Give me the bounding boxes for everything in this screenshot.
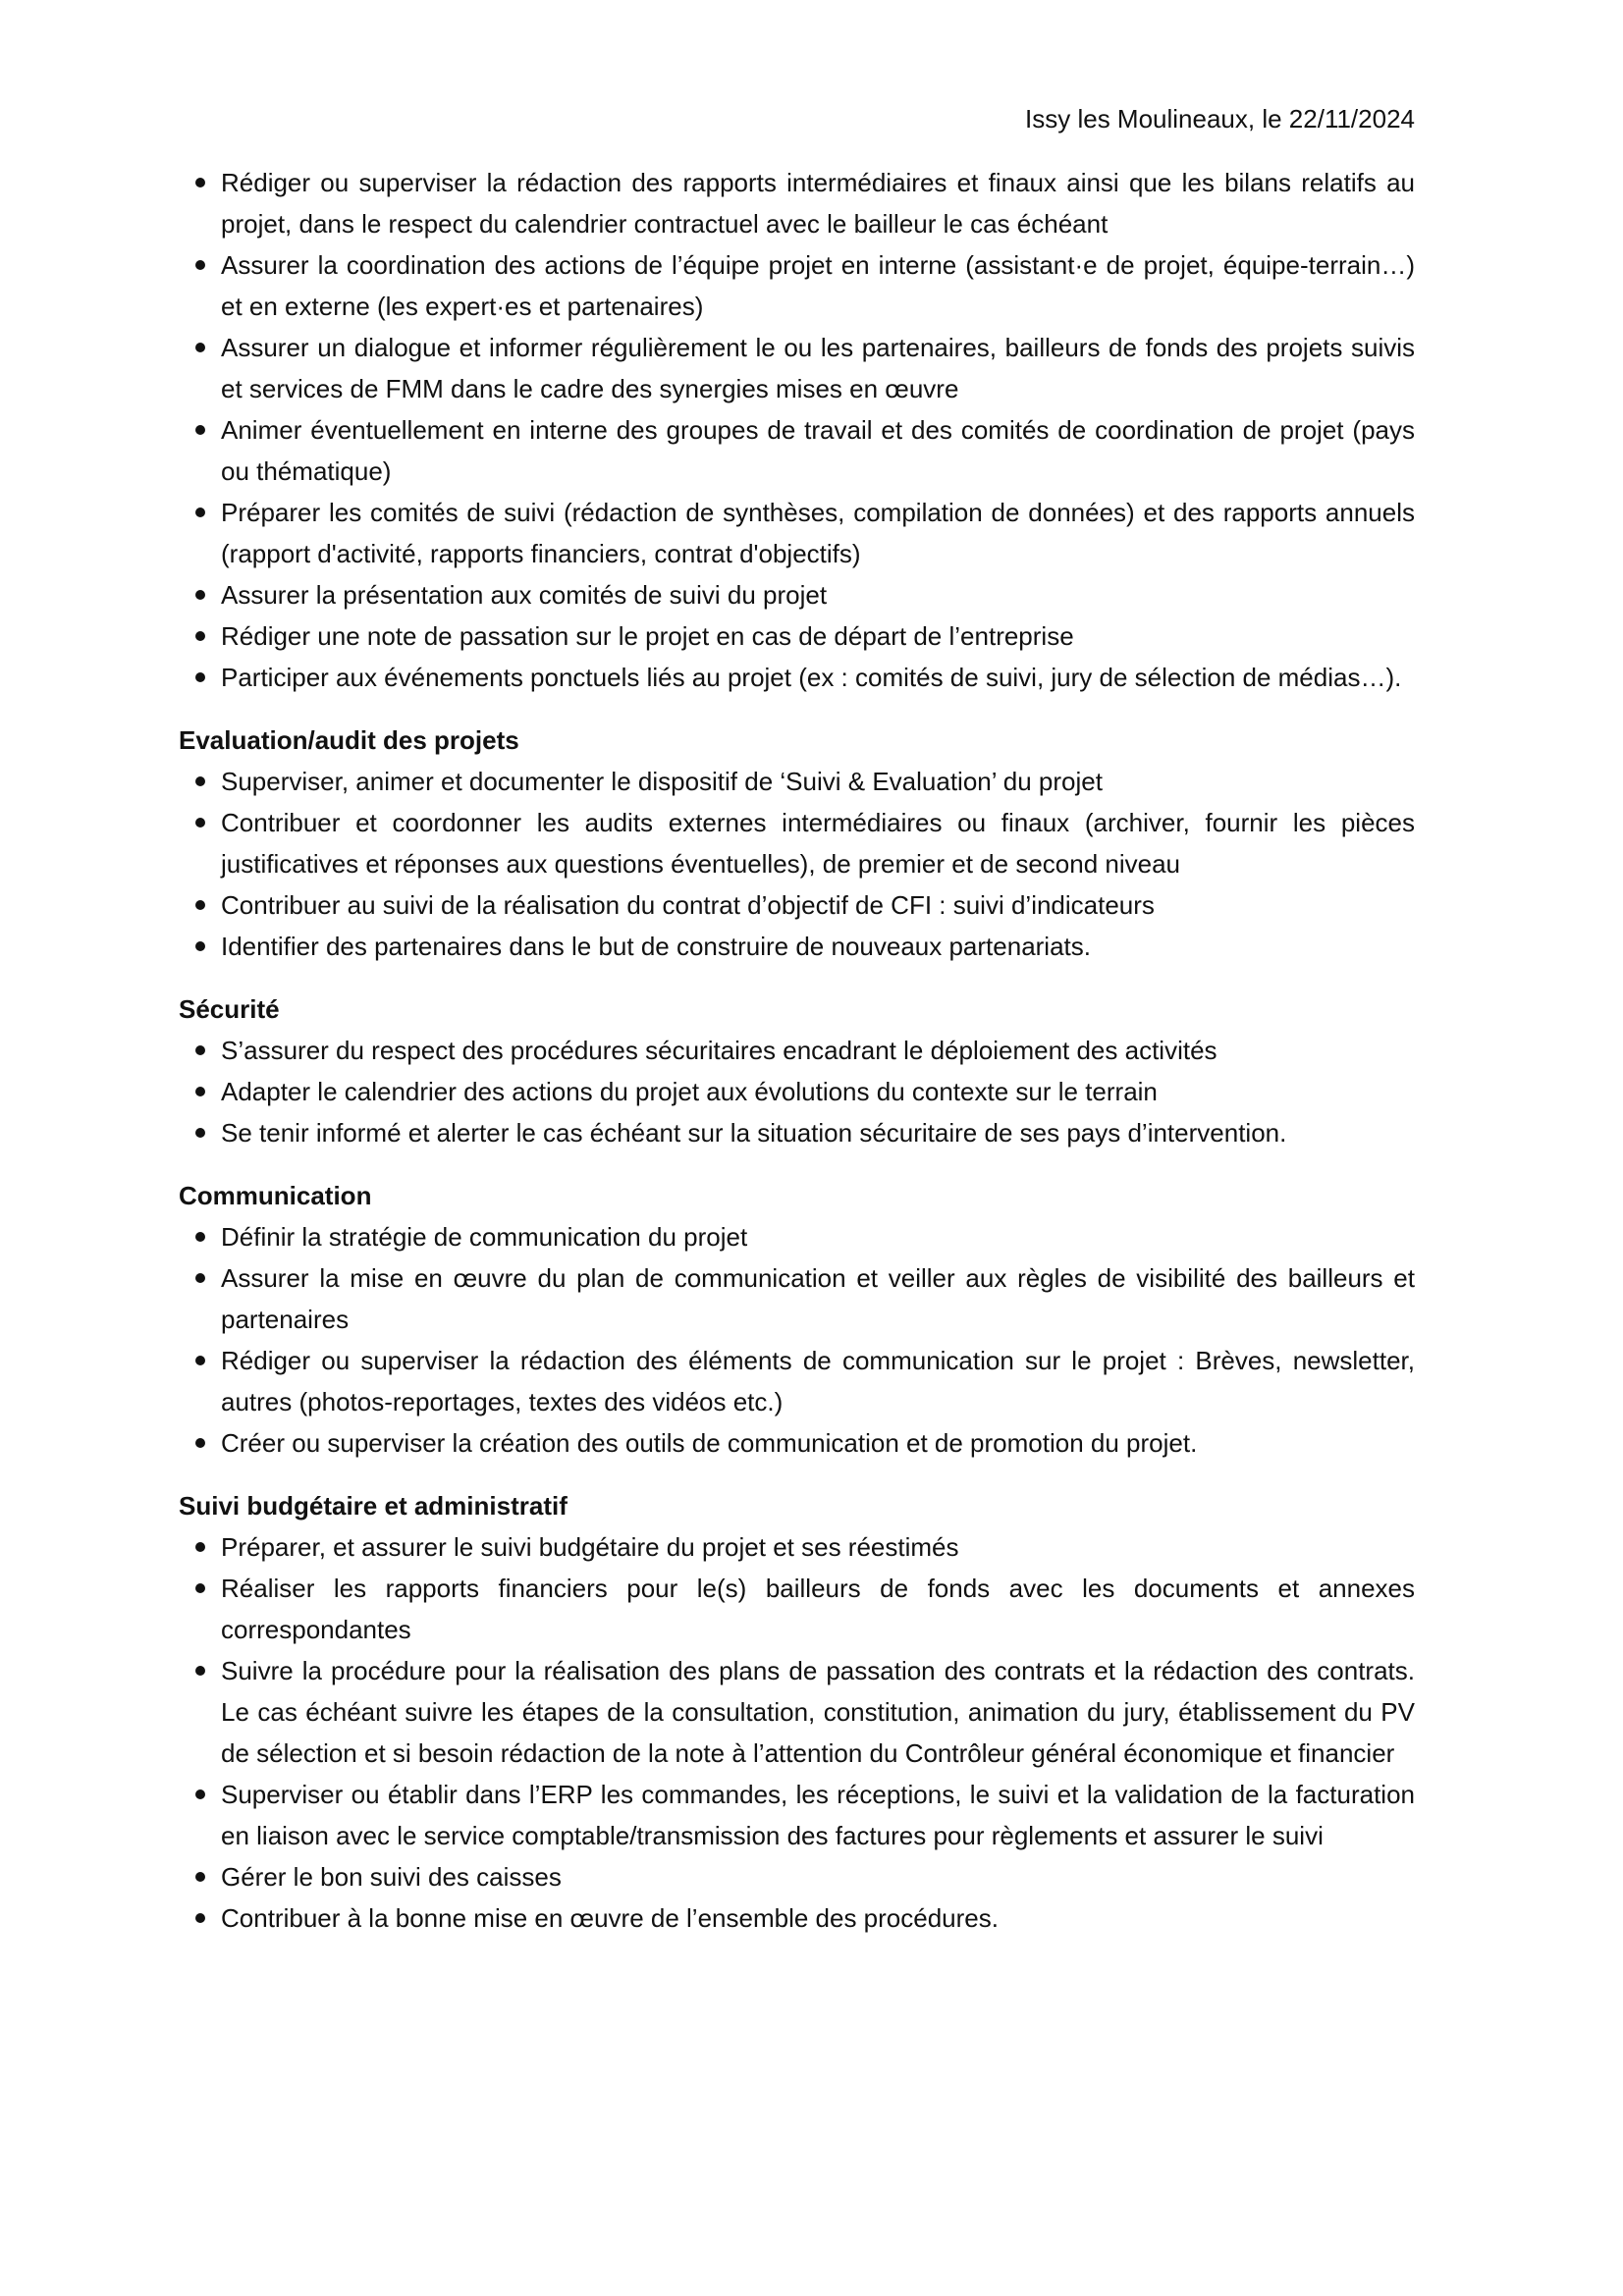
list-item: Définir la stratégie de communication du projet [179,1216,1415,1257]
list-item: Assurer un dialogue et informer régulièrement le ou les partenaires, bailleurs de fonds des projets suivis et services de FMM dans le cadre des synergies mises en œuvre [179,327,1415,409]
list-item: Superviser, animer et documenter le dispositif de ‘Suivi & Evaluation’ du projet [179,761,1415,802]
list-item: Contribuer à la bonne mise en œuvre de l’ensemble des procédures. [179,1897,1415,1939]
list-item: Se tenir informé et alerter le cas échéant sur la situation sécuritaire de ses pays d’intervention. [179,1112,1415,1153]
section-title: Evaluation/audit des projets [179,725,519,755]
list-item: Créer ou superviser la création des outils de communication et de promotion du projet. [179,1422,1415,1464]
list-item: Rédiger ou superviser la rédaction des rapports intermédiaires et finaux ainsi que les bilans relatifs au projet, dans le respect du calendrier contractuel avec le bailleur le cas échéant [179,162,1415,244]
list-item: Rédiger une note de passation sur le projet en cas de départ de l’entreprise [179,615,1415,657]
list-item: Gérer le bon suivi des caisses [179,1856,1415,1897]
list-item: Réaliser les rapports financiers pour le(s) bailleurs de fonds avec les documents et annexes correspondantes [179,1568,1415,1650]
list-item: Contribuer au suivi de la réalisation du contrat d’objectif de CFI : suivi d’indicateurs [179,884,1415,926]
list-item: Participer aux événements ponctuels liés au projet (ex : comités de suivi, jury de sélection de médias…). [179,657,1415,698]
section-title: Communication [179,1181,372,1210]
list-item: Rédiger ou superviser la rédaction des éléments de communication sur le projet : Brèves, newsletter, autres (photos-reportages, textes des vidéos etc.) [179,1340,1415,1422]
list-item: Préparer les comités de suivi (rédaction de synthèses, compilation de données) et des rapports annuels (rapport d'activité, rapports financiers, contrat d'objectifs) [179,492,1415,574]
list-item: Assurer la mise en œuvre du plan de communication et veiller aux règles de visibilité des bailleurs et partenaires [179,1257,1415,1340]
section-title: Sécurité [179,994,280,1024]
section-evaluation-audit [179,720,1415,967]
list-item: S’assurer du respect des procédures sécuritaires encadrant le déploiement des activités [179,1030,1415,1071]
section-securite [179,988,1415,1153]
section-bullet-list [179,1030,1415,1153]
section-bullet-list [179,1216,1415,1464]
list-item: Suivre la procédure pour la réalisation des plans de passation des contrats et la rédaction des contrats. Le cas échéant suivre les étapes de la consultation, constitution, animation du jury, établissement du PV de sélection et si besoin rédaction de la note à l’attention du Contrôleur général économique et financier [179,1650,1415,1774]
section-suivi-budgetaire [179,1485,1415,1939]
intro-bullet-list [179,162,1415,698]
list-item: Assurer la présentation aux comités de suivi du projet [179,574,1415,615]
list-item: Contribuer et coordonner les audits externes intermédiaires ou finaux (archiver, fournir les pièces justificatives et réponses aux questions éventuelles), de premier et de second niveau [179,802,1415,884]
list-item: Assurer la coordination des actions de l’équipe projet en interne (assistant·e de projet, équipe-terrain…) et en externe (les expert·es et partenaires) [179,244,1415,327]
list-item: Superviser ou établir dans l’ERP les commandes, les réceptions, le suivi et la validation de la facturation en liaison avec le service comptable/transmission des factures pour règlements et assurer le suivi [179,1774,1415,1856]
section-bullet-list [179,761,1415,967]
section-title: Suivi budgétaire et administratif [179,1491,568,1521]
list-item: Animer éventuellement en interne des groupes de travail et des comités de coordination de projet (pays ou thématique) [179,409,1415,492]
list-item: Préparer, et assurer le suivi budgétaire du projet et ses réestimés [179,1526,1415,1568]
section-communication [179,1175,1415,1464]
section-bullet-list [179,1526,1415,1939]
list-item: Identifier des partenaires dans le but de construire de nouveaux partenariats. [179,926,1415,967]
list-item: Adapter le calendrier des actions du projet aux évolutions du contexte sur le terrain [179,1071,1415,1112]
dateline: Issy les Moulineaux, le 22/11/2024 [1025,104,1415,133]
